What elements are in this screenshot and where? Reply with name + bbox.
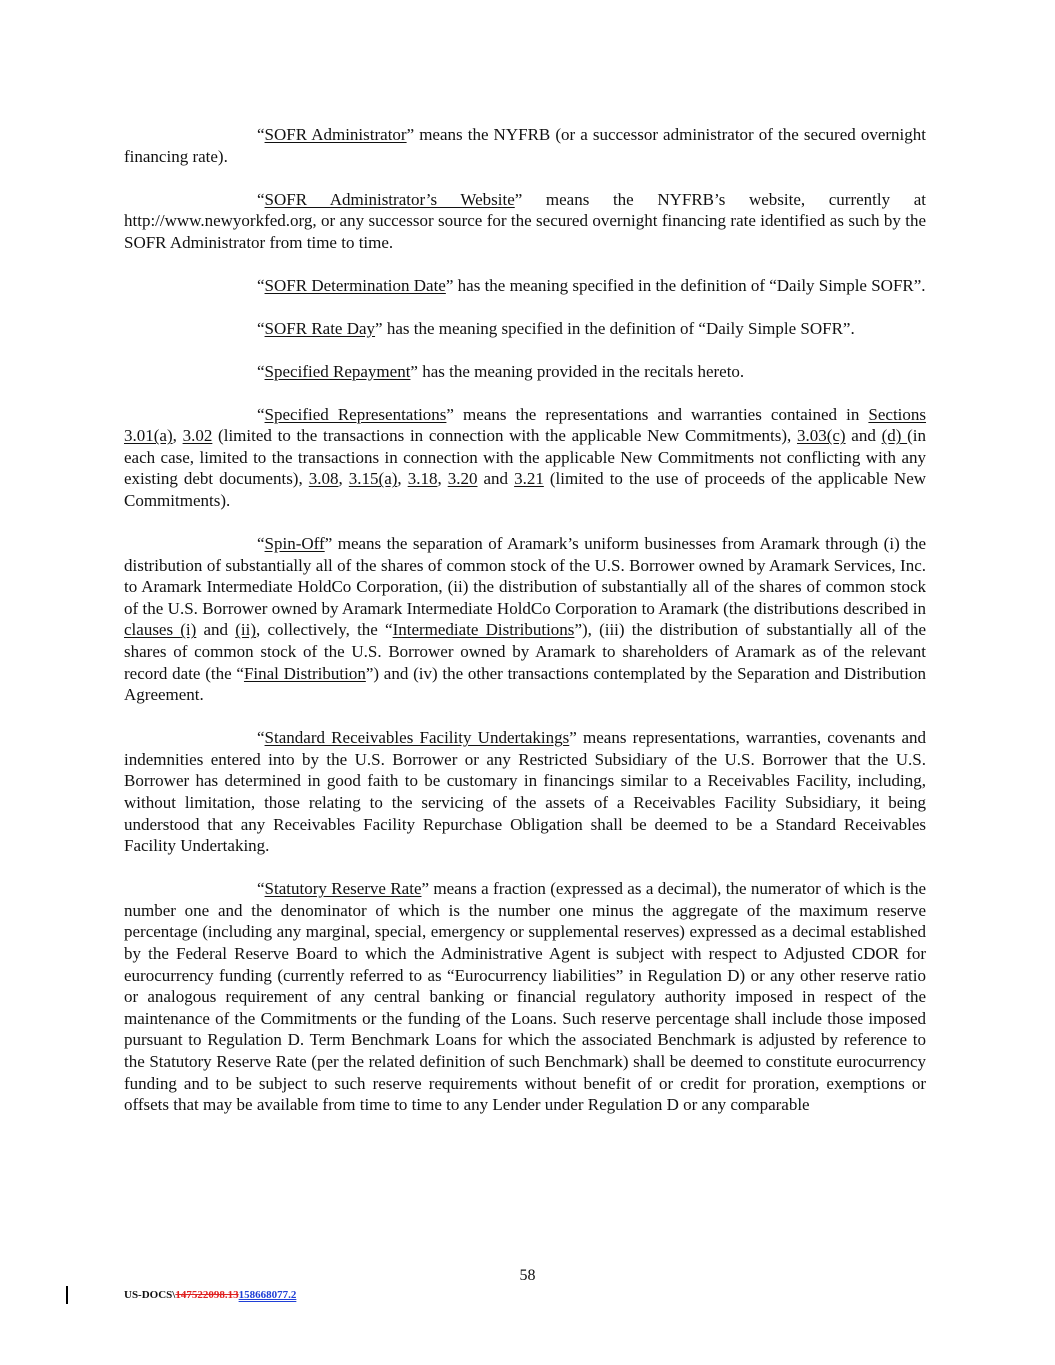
paragraph-text: “ <box>257 728 265 748</box>
paragraph-text: ” means the NYFRB’s website, currently at http://www.newyorkfed.org, or any successor source for the secured overnight financing rate identified as such by the SOFR Administrator from time to time. <box>124 189 927 252</box>
paragraph-text: ” has the meaning specified in the definition of “Daily Simple SOFR”. <box>445 275 926 295</box>
paragraph-text: ” means a fraction (expressed as a decimal), the numerator of which is the number one and the denominator of which is the number one minus the aggregate of the maximum reserve percentage (including any marginal, special, emergency or supplemental reserves) expressed as a decimal established by the Federal Reserve Board to which the Administrative Agent is subject with respect to Adjusted CDOR for eurocurrency funding (currently referred to as “Eurocurrency liabilities” in Regulation D) or any other reserve ratio or analogous requirement of any central banking or financial regulatory authority imposed in respect of the maintenance of the Commitments or the funding of the Loans. Such reserve percentage shall include those imposed pursuant to Regulation D. Term Benchmark Loans for which the associated Benchmark is adjusted by reference to the Statutory Reserve Rate (per the related definition of such Benchmark) shall be deemed to constitute eurocurrency funding and to be subject to such reserve requirements without benefit of or credit for proration, exemptions or offsets that may be available from time to time to any Lender under Regulation D or any comparable <box>124 879 926 1115</box>
defined-term: 3.21 <box>514 469 544 489</box>
defined-term: 3.20 <box>447 469 478 489</box>
defined-term: (ii) <box>235 620 257 640</box>
paragraph-text: (limited to the use of proceeds of the applicable New Commitments). <box>124 469 927 511</box>
paragraph-text: and <box>477 469 515 489</box>
defined-term: SOFR Administrator’s Website <box>264 189 515 209</box>
defined-term: Intermediate Distributions <box>392 620 575 640</box>
paragraph-text: , collectively, the “ <box>256 620 393 640</box>
paragraph-text: ”), (iii) the distribution of substantially all of the shares of common stock of the U.S. Borrower owned by Aramark to shareholders of Aramark as of the relevant record date (the “ <box>124 620 927 683</box>
paragraph-text: “ <box>257 125 265 144</box>
defined-term: Spin-Off <box>264 534 325 554</box>
document-footer <box>124 1289 296 1301</box>
defined-term: Sections 3.01(a) <box>124 404 927 446</box>
paragraph-text: “ <box>257 534 265 554</box>
paragraph-text: , <box>338 469 349 489</box>
paragraph-text: and <box>196 620 236 640</box>
paragraph-text: , <box>172 426 183 446</box>
definition-paragraph <box>124 727 926 857</box>
defined-term: Statutory Reserve Rate <box>264 879 422 899</box>
definition-paragraph <box>124 124 926 167</box>
paragraph-text: , <box>437 469 448 489</box>
change-bar <box>66 1286 68 1304</box>
paragraph-text: “ <box>257 189 265 209</box>
paragraph-text: “ <box>257 275 265 295</box>
document-body <box>124 124 926 1137</box>
paragraph-text: ” has the meaning provided in the recitals hereto. <box>410 361 745 381</box>
defined-term: 3.02 <box>182 426 213 446</box>
paragraph-text: “ <box>257 879 265 899</box>
defined-term: SOFR Determination Date <box>264 275 446 295</box>
paragraph-text: ” means the separation of Aramark’s uniform businesses from Aramark through (i) the distribution of substantially all of the shares of common stock of the U.S. Borrower owned by Aramark Services, Inc. to Aramark Intermediate HoldCo Corporation, (ii) the distribution of substantially all of the shares of common stock of the U.S. Borrower owned by Aramark Intermediate HoldCo Corporation to Aramark (the distributions described in <box>124 534 926 618</box>
definition-paragraph <box>124 404 926 512</box>
definition-paragraph <box>124 361 926 383</box>
defined-term: 3.15(a) <box>348 469 398 489</box>
definition-paragraph <box>124 318 926 340</box>
doc-id-prefix: US-DOCS\ <box>124 1289 176 1301</box>
paragraph-text: (limited to the transactions in connection with the applicable New Commitments), <box>212 426 797 446</box>
defined-term: SOFR Rate Day <box>264 318 376 338</box>
defined-term: 3.08 <box>308 469 339 489</box>
doc-id-deleted: 147522098.13 <box>175 1289 239 1301</box>
paragraph-text: (in each case, limited to the transactions in connection with the applicable New Commitments not conflicting with any existing debt documents), <box>124 426 927 489</box>
page-number: 58 <box>519 1267 536 1284</box>
paragraph-text: , <box>397 469 408 489</box>
definition-paragraph <box>124 275 926 297</box>
definition-paragraph <box>124 878 926 1116</box>
paragraph-text: ” has the meaning specified in the definition of “Daily Simple SOFR”. <box>375 318 855 338</box>
paragraph-text: and <box>845 426 882 446</box>
defined-term: Specified Representations <box>264 404 447 424</box>
defined-term: 3.18 <box>407 469 438 489</box>
paragraph-text: “ <box>257 318 265 338</box>
defined-term: Standard Receivables Facility Undertakings <box>264 728 570 748</box>
paragraph-text: ” means the NYFRB (or a successor administrator of the secured overnight financing rate). <box>124 125 926 166</box>
defined-term: Final Distribution <box>243 663 366 683</box>
defined-term: 3.03(c) <box>796 426 846 446</box>
paragraph-text: ” means representations, warranties, covenants and indemnities entered into by the U.S. Borrower or any Restricted Subsidiary of the U.S. Borrower that the U.S. Borrower has determined in good faith to be customary in financings similar to a Receivables Facility, including, without limitation, those relating to the servicing of the assets of a Receivables Facility Subsidiary, it being understood that any Receivables Facility Repurchase Obligation shall be deemed to be a Standard Receivables Facility Undertaking. <box>124 728 926 856</box>
definition-paragraph <box>124 189 926 254</box>
defined-term: (d) <box>881 426 908 446</box>
definition-paragraph <box>124 533 926 706</box>
paragraph-text: ” means the representations and warranties contained in <box>446 404 869 424</box>
paragraph-text: “ <box>257 361 265 381</box>
paragraph-text: “ <box>257 404 265 424</box>
defined-term: Specified Repayment <box>264 361 411 381</box>
doc-id-inserted: 158668077.2 <box>238 1289 297 1301</box>
defined-term: clauses (i) <box>124 620 197 640</box>
paragraph-text: ”) and (iv) the other transactions contemplated by the Separation and Distribution Agreement. <box>124 663 927 705</box>
defined-term: SOFR Administrator <box>264 125 407 144</box>
